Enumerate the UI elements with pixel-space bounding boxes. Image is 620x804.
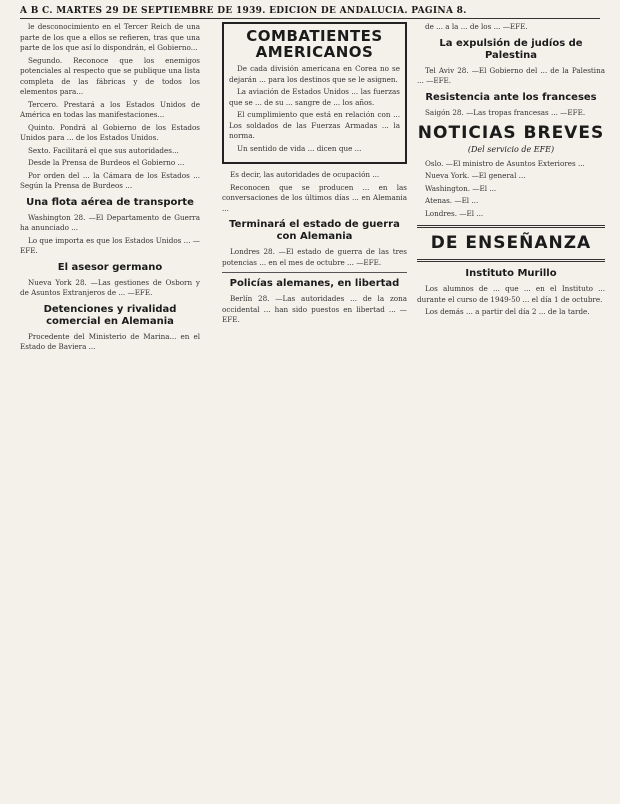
paragraph: El cumplimiento que está en relación con ... Los soldados de las Fuerzas Armadas ... la norma. (229, 110, 400, 140)
column-1 (20, 22, 200, 355)
paragraph: Berlín 28. —Las autoridades ... de la zona occidental ... han sido puestos en libertad ... —EFE. (222, 294, 407, 324)
paragraph: Washington 28. —El Departamento de Guerra ha anunciado ... (20, 212, 200, 232)
paragraph: Reconocen que se producen ... en las conversaciones de los últimos días ... en Alemania ... (222, 182, 407, 213)
paragraph: Oslo. —El ministro de Asuntos Exteriores ... (425, 158, 585, 168)
paragraph: Nueva York. —El general ... (425, 171, 526, 180)
headline-german: El asesor germano (57, 261, 163, 273)
paragraph: Londres 28. —El estado de guerra de las tres potencias ... en el mes de octubre ... —EFE. (222, 247, 407, 267)
section-subtitle: (Del servicio de EFE) (467, 145, 555, 154)
paragraph: Saigón 28. —Las tropas francesas ... —EFE. (425, 107, 586, 117)
headline-transport: Una flota aérea de transporte (26, 196, 194, 208)
headline-palestine: La expulsión de judíos de Palestina (439, 37, 583, 61)
divider (417, 259, 605, 262)
paragraph: Es decir, las autoridades de ocupación ... (230, 170, 380, 179)
paragraph: Los alumnos de ... que ... en el Instituto ... durante el curso de 1949-50 ... el día 1 de octubre. (417, 284, 605, 304)
paragraph: Un sentido de vida ... dicen que ... (237, 143, 362, 153)
paragraph: Atenas. —El ... (425, 196, 479, 205)
headline-institute: Instituto Murillo (465, 268, 557, 279)
paragraph: Washington. —El ... (425, 183, 497, 193)
headline-police: Policías alemanes, en libertad (229, 278, 400, 289)
section-title-education: DE ENSEÑANZA (430, 233, 592, 253)
paragraph: Procedente del Ministerio de Marina... en el Estado de Baviera ... (20, 331, 200, 351)
divider (417, 225, 605, 228)
paragraph: La aviación de Estados Unidos ... las fuerzas que se ... de su ... sangre de ... los años. (229, 87, 400, 107)
paragraph: Tercero. Prestará a los Estados Unidos de América en todas las manifestaciones... (20, 99, 200, 119)
paragraph: Nueva York 28. —Las gestiones de Osborn y de Asuntos Extranjeros de ... —EFE. (20, 277, 200, 297)
paragraph: le desconocimiento en el Tercer Reich de una parte de los que a ellos se refieren, tras que una parte de los que así lo dispondrán, el Gobierno... (20, 22, 200, 52)
paragraph: Los demás ... a partir del día 2 ... de la tarde. (425, 307, 590, 316)
headline-french: Resistencia ante los franceses (425, 91, 597, 103)
column-2 (222, 22, 407, 328)
feature-box (222, 22, 407, 164)
section-title-news: NOTICIAS BREVES (417, 123, 605, 143)
paragraph: Londres. —El ... (425, 208, 484, 218)
feature-title: COMBATIENTES AMERICANOS (246, 27, 383, 61)
paragraph: Por orden del ... la Cámara de los Estados ... Según la Prensa de Burdeos ... (20, 170, 200, 190)
paragraph: Desde la Prensa de Burdeos el Gobierno ... (28, 158, 185, 167)
headline-war: Terminará el estado de guerra con Alemania (229, 219, 400, 242)
column-3 (417, 22, 605, 320)
paragraph: Sexto. Facilitará el que sus autoridades... (28, 145, 179, 155)
masthead-rule (20, 18, 600, 19)
paragraph: Quinto. Pondrá al Gobierno de los Estados Unidos para ... de los Estados Unidos. (20, 122, 200, 142)
paragraph: de ... a la ... de los ... —EFE. (425, 22, 528, 31)
paragraph: Segundo. Reconoce que los enemigos potenciales al respecto que se publique una lista completa de las fábricas y de todos los elementos para... (20, 55, 200, 96)
paragraph: Tel Aviv 28. —El Gobierno del ... de la Palestina ... —EFE. (417, 65, 605, 85)
paragraph: Lo que importa es que los Estados Unidos ... —EFE. (20, 235, 200, 255)
masthead: A B C. MARTES 29 DE SEPTIEMBRE DE 1939. EDICION DE ANDALUCIA. PAGINA 8. (20, 6, 467, 16)
divider (222, 272, 407, 273)
headline-detentions: Detenciones y rivalidad comercial en Alemania (43, 303, 177, 327)
paragraph: De cada división americana en Corea no se dejarán ... para los destinos que se le asignen. (229, 64, 400, 84)
